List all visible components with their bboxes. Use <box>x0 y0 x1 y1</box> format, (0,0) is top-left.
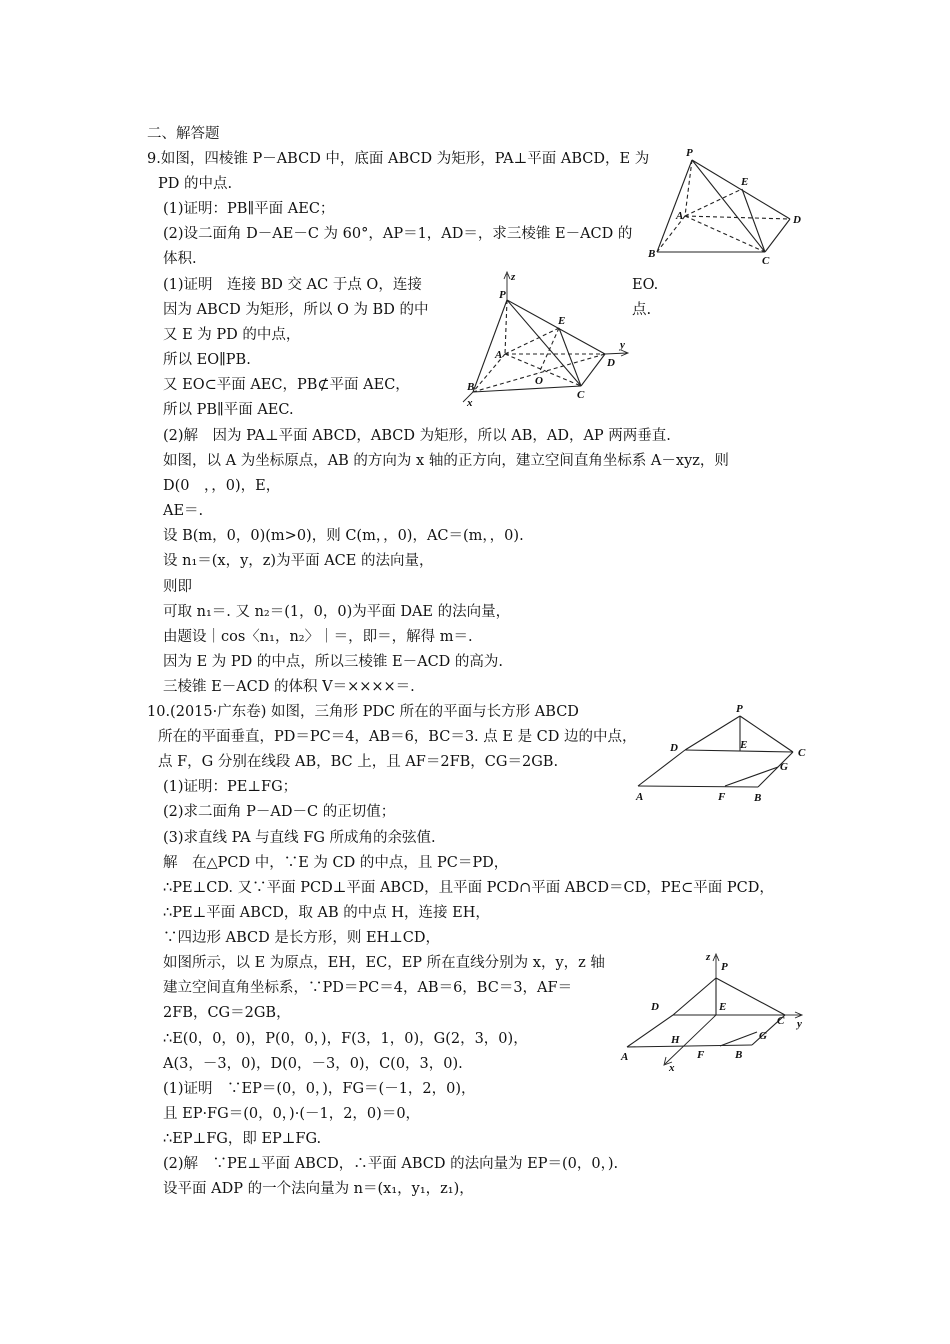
q9-line: 由题设｜cos〈n₁，n₂〉｜＝，即＝，解得 m＝. <box>163 629 473 645</box>
q10-line: 点 F，G 分别在线段 AB，BC 上，且 AF＝2FB，CG＝2GB. <box>158 754 559 770</box>
fig3-label: B <box>754 792 762 804</box>
q9-line: 因为 ABCD 为矩形，所以 O 为 BD 的中 <box>163 302 429 318</box>
q10-line: ∴PE⊥CD. 又∵平面 PCD⊥平面 ABCD，且平面 PCD∩平面 ABCD＝CD，PE⊂平面 PCD， <box>163 880 774 896</box>
q9-line: D(0 ，，0)，E， <box>163 478 281 494</box>
q10-line: 2FB，CG＝2GB， <box>163 1005 291 1021</box>
q9-line: 所以 PB∥平面 AEC. <box>163 402 294 418</box>
q10-line: (3)求直线 PA 与直线 FG 所成角的余弦值. <box>163 830 436 846</box>
q9-side-text: EO. <box>632 277 659 293</box>
q10-line: (2)解 ∵PE⊥平面 ABCD，∴平面 ABCD 的法向量为 EP＝(0，0，). <box>163 1156 619 1172</box>
fig1-label: A <box>676 210 684 222</box>
q10-line: (1)证明 ∵EP＝(0，0，)，FG＝(－1，2，0)， <box>163 1081 476 1097</box>
fig3-label: C <box>798 747 806 759</box>
q9-line: 9.如图，四棱锥 P－ABCD 中，底面 ABCD 为矩形，PA⊥平面 ABCD，E 为 <box>147 151 650 167</box>
q10-line: (2)求二面角 P－AD－C 的正切值； <box>163 804 396 820</box>
q10-line: ∴PE⊥平面 ABCD，取 AB 的中点 H，连接 EH， <box>163 905 490 921</box>
q9-line: (1)证明：PB∥平面 AEC； <box>163 201 335 217</box>
fig4-label: H <box>671 1034 680 1046</box>
fig2-label: z <box>511 271 516 283</box>
fig2-label: x <box>467 397 473 408</box>
q10-line: 如图所示，以 E 为原点，EH，EC，EP 所在直线分别为 x，y，z 轴 <box>163 955 605 971</box>
q9-line: 因为 E 为 PD 的中点，所以三棱锥 E－ACD 的高为. <box>163 654 504 670</box>
fig1-label: P <box>686 147 693 159</box>
q10-line: 设平面 ADP 的一个法向量为 n＝(x₁，y₁，z₁)， <box>163 1181 474 1197</box>
q9-line: 三棱锥 E－ACD 的体积 V＝××××＝. <box>163 679 415 695</box>
section-title: 二、解答题 <box>147 126 220 142</box>
fig4-label: z <box>706 951 711 963</box>
fig2-label: O <box>535 375 543 387</box>
q10-line: ∵四边形 ABCD 是长方形，则 EH⊥CD， <box>163 930 441 946</box>
q9-line: 又 EO⊂平面 AEC，PB⊄平面 AEC， <box>163 377 410 393</box>
prism-figure <box>630 700 820 810</box>
fig3-label: G <box>780 761 788 773</box>
q9-line: (1)证明 连接 BD 交 AC 于点 O，连接 <box>163 277 422 293</box>
q10-line: (1)证明：PE⊥FG； <box>163 779 298 795</box>
q9-side-text: 点. <box>632 302 652 318</box>
fig4-label: F <box>697 1049 705 1061</box>
fig2-label: C <box>577 389 585 401</box>
q9-line: 如图，以 A 为坐标原点，AB 的方向为 x 轴的正方向，建立空间直角坐标系 A－xyz，则 <box>163 453 729 469</box>
pyramid-figure <box>640 140 820 270</box>
fig3-label: F <box>718 791 726 803</box>
q9-line: (2)设二面角 D－AE－C 为 60°，AP＝1，AD＝，求三棱锥 E－ACD 的 <box>163 226 633 242</box>
fig2-label: E <box>558 315 566 327</box>
fig1-label: C <box>762 255 770 267</box>
fig2-label: P <box>499 289 506 301</box>
q10-line: 10.(2015·广东卷) 如图，三角形 PDC 所在的平面与长方形 ABCD <box>147 704 579 720</box>
fig4-label: A <box>621 1051 629 1063</box>
fig1-label: D <box>793 214 801 226</box>
q9-line: 所以 EO∥PB. <box>163 352 251 368</box>
q10-line: 建立空间直角坐标系，∵PD＝PC＝4，AB＝6，BC＝3，AF＝ <box>163 980 573 996</box>
q10-line: ∴EP⊥FG，即 EP⊥FG. <box>163 1131 322 1147</box>
q9-line: PD 的中点. <box>158 176 233 192</box>
q10-line: 所在的平面垂直，PD＝PC＝4，AB＝6，BC＝3. 点 E 是 CD 边的中点， <box>158 729 637 745</box>
fig4-label: B <box>735 1049 743 1061</box>
q9-line: 设 B(m，0，0)(m>0)，则 C(m，，0)，AC＝(m，，0). <box>163 528 524 544</box>
q9-line: 可取 n₁＝. 又 n₂＝(1，0，0)为平面 DAE 的法向量， <box>163 604 511 620</box>
prism-axes-figure <box>615 948 815 1073</box>
fig4-label: y <box>797 1018 802 1030</box>
pyramid-axes-figure <box>455 268 635 408</box>
q9-line: 设 n₁＝(x，y，z)为平面 ACE 的法向量， <box>163 553 434 569</box>
fig1-label: B <box>648 248 656 260</box>
fig1-label: E <box>741 176 749 188</box>
fig2-label: B <box>467 381 475 393</box>
q10-line: 解 在△PCD 中，∵E 为 CD 的中点，且 PC＝PD， <box>163 855 509 871</box>
fig2-label: y <box>620 339 625 351</box>
q10-line: A(3，－3，0)，D(0，－3，0)，C(0，3，0). <box>163 1056 463 1072</box>
q9-line: 则即 <box>163 579 192 595</box>
fig2-label: D <box>607 357 615 369</box>
fig4-label: P <box>721 961 728 973</box>
q10-line: ∴E(0，0，0)，P(0，0，)，F(3，1，0)，G(2，3，0)， <box>163 1031 528 1047</box>
fig2-label: A <box>495 349 503 361</box>
fig3-label: D <box>670 742 678 754</box>
q9-line: 又 E 为 PD 的中点， <box>163 327 301 343</box>
fig3-label: E <box>740 739 748 751</box>
fig4-label: C <box>777 1015 785 1027</box>
fig3-label: P <box>736 703 743 715</box>
q9-line: AE＝. <box>163 503 204 519</box>
fig4-label: E <box>719 1001 727 1013</box>
q9-line: 体积. <box>163 251 197 267</box>
q9-line: (2)解 因为 PA⊥平面 ABCD，ABCD 为矩形，所以 AB，AD，AP 两两垂直. <box>163 428 671 444</box>
fig4-label: x <box>669 1062 675 1073</box>
fig4-label: G <box>759 1030 767 1042</box>
q10-line: 且 EP·FG＝(0，0，)·(－1，2，0)＝0， <box>163 1106 421 1122</box>
fig3-label: A <box>636 791 644 803</box>
fig4-label: D <box>651 1001 659 1013</box>
